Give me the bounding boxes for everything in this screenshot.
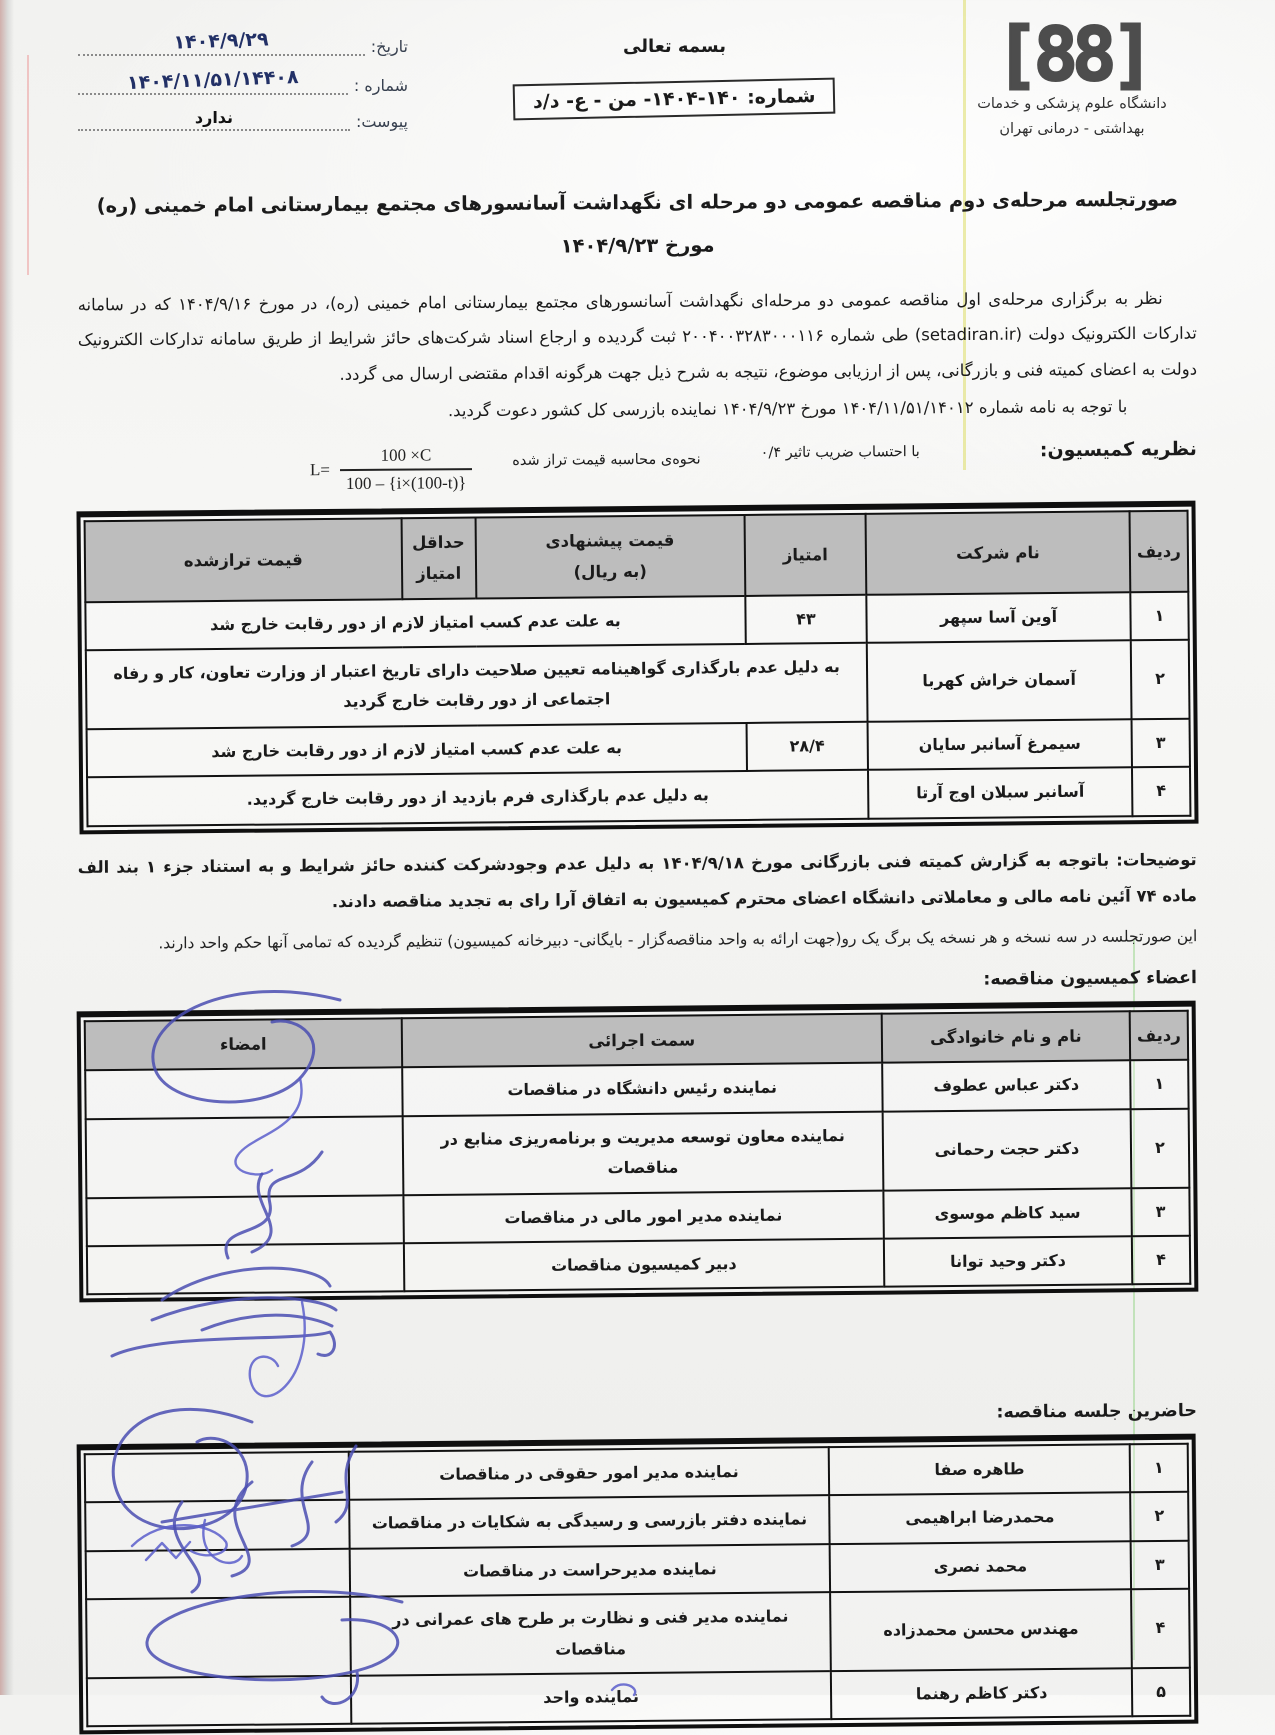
bid-row-number: ۱ [1130, 591, 1189, 640]
attachment-value: ندارد [194, 108, 234, 127]
bid-score: ۲۸/۴ [746, 721, 868, 771]
university-name [947, 92, 1197, 141]
member-row-number: ۴ [1132, 1235, 1191, 1284]
formula-numerator: 100 ×C [380, 445, 432, 465]
attendee-signature-cell [85, 1500, 349, 1551]
document-title [78, 179, 1198, 272]
formula-caption: نحوه‌ی محاسبه قیمت تراز شده [512, 451, 701, 469]
number-field [78, 66, 408, 95]
bid-company: آسمان خراش کهربا [867, 640, 1132, 721]
member-signature-cell [86, 1116, 403, 1198]
col-header-role: سمت اجرائی [401, 1014, 882, 1068]
attendee-role: نماینده واحد [351, 1671, 832, 1724]
bids-table [84, 509, 1192, 826]
attendee-row [87, 1668, 1190, 1727]
number-value-line [78, 66, 348, 95]
attendee-row-number: ۵ [1132, 1668, 1191, 1717]
col-header-row-number: ردیف [1130, 1011, 1189, 1061]
body-paragraph-2: با توجه به نامه شماره ۱۴۰۴/۱۱/۵۱/۱۴۰۱۲ مورخ ۱۴۰۴/۹/۲۳ نماینده بازرسی کل کشور دعوت گردید. [447, 397, 1128, 421]
body-text [78, 280, 1198, 431]
attendee-row [86, 1589, 1190, 1678]
formula-fraction [340, 445, 473, 494]
bid-company: آوین آسا سپهر [866, 592, 1130, 643]
attendees-table-wrapper [77, 1434, 1199, 1735]
attendee-row-number: ۱ [1130, 1444, 1189, 1493]
attendee-row-number: ۲ [1130, 1492, 1189, 1541]
university-name-line1: دانشگاه علوم پزشکی و خدمات [977, 96, 1167, 113]
col-header-price [475, 515, 745, 598]
col-header-min-score [401, 517, 476, 598]
number-handwritten-value: ۱۴۰۴/۱۱/۵۱/۱۴۴۰۸ [126, 66, 300, 94]
member-row [86, 1108, 1190, 1197]
bid-row [86, 639, 1190, 728]
bid-row-number: ۴ [1132, 767, 1191, 816]
bids-header-row [85, 510, 1189, 601]
member-signature-cell [87, 1243, 404, 1294]
document-title-line1: صورتجلسه مرحله‌ی دوم مناقصه عمومی دو مرحله ای نگهداشت آسانسورهای مجتمع بیمارستانی امام خمینی (ره) [96, 187, 1179, 218]
col-header-row-number: ردیف [1129, 510, 1188, 591]
date-value-line [78, 30, 365, 56]
formula-lhs: L= [309, 459, 330, 479]
bid-row-number: ۲ [1131, 639, 1190, 718]
member-row-number: ۱ [1130, 1060, 1189, 1109]
commission-opinion-row [78, 438, 1197, 496]
letterhead [78, 12, 1197, 144]
col-header-price-line1: قیمت پیشنهادی [545, 530, 675, 551]
bid-reason: به علت عدم کسب امتیاز لازم از دور رقابت خارج شد [85, 595, 745, 650]
coefficient-note: با احتساب ضریب تاثیر ۰/۴ [760, 443, 920, 461]
attendee-name: دکتر کاظم رهنما [831, 1668, 1132, 1719]
bid-row [87, 767, 1190, 826]
member-row [87, 1235, 1190, 1294]
attendee-row-number: ۳ [1131, 1541, 1190, 1590]
col-header-full-name: نام و نام خانوادگی [882, 1011, 1130, 1063]
member-name: دکتر عباس عطوف [882, 1061, 1130, 1112]
bid-score: ۴۳ [745, 594, 867, 644]
bid-reason: به دلیل عدم بارگذاری گواهینامه تعیین صلاحیت دارای تاریخ اعتبار از وزارت تعاون، کار و رفاه اجتماعی از دور رقابت خارج گردید [86, 643, 868, 729]
members-table [84, 1010, 1192, 1296]
attendees-section-heading: حاضرین جلسه مناقصه: [996, 1401, 1198, 1423]
members-table-wrapper [77, 1001, 1199, 1303]
attachment-field [78, 108, 408, 131]
bid-reason: به علت عدم کسب امتیاز لازم از دور رقابت خارج شد [87, 722, 747, 777]
col-header-score: امتیاز [744, 513, 866, 595]
document-title-date: مورخ ۱۴۰۴/۹/۲۳ [560, 233, 715, 258]
attendee-role: نماینده مدیرحراست در مناقصات [350, 1544, 831, 1597]
attendee-name: محمدرضا ابراهیمی [829, 1493, 1130, 1544]
bid-reason: به دلیل عدم بارگذاری فرم بازدید از دور رقابت خارج گردید. [87, 770, 869, 826]
attendees-table [84, 1443, 1192, 1728]
copies-note: این صورتجلسه در سه نسخه و هر نسخه یک برگ یک رو(جهت ارائه به واحد مناقصه‌گزار - بایگانی- دبیرخانه کمیسیون) تنظیم گردیده که تمامی آنها حکم واحد دارند. [158, 926, 1198, 953]
letterhead-fields [78, 20, 408, 144]
col-header-adjusted-price: قیمت ترازشده [85, 518, 402, 602]
attendee-name: محمد نصری [830, 1541, 1131, 1592]
formula-denominator: 100 – {i×(100-t)} [340, 468, 473, 494]
member-role: نماینده مدیر امور مالی در مناقصات [403, 1190, 884, 1243]
attendee-signature-cell [86, 1597, 351, 1678]
attendee-signature-cell [85, 1452, 349, 1503]
members-section-heading: اعضاء کمیسیون مناقصه: [983, 967, 1198, 990]
member-role: نماینده رئیس دانشگاه در مناقصات [402, 1063, 883, 1116]
member-row-number: ۳ [1131, 1187, 1190, 1236]
attendee-signature-cell [87, 1676, 351, 1727]
besmele-text: بسمه تعالی [623, 36, 726, 57]
letterhead-center [408, 20, 941, 117]
col-header-min-line1: حداقل [412, 532, 465, 552]
attendee-role: نماینده دفتر بازرسی و رسیدگی به شکایات در مناقصات [349, 1496, 830, 1549]
bid-company: آسانبر سبلان اوج آرتا [868, 767, 1132, 818]
attendee-name: طاهره صفا [829, 1444, 1130, 1495]
attendee-role: نماینده مدیر امور حقوقی در مناقصات [349, 1447, 830, 1500]
bid-company: سیمرغ آسانبر سایان [868, 719, 1132, 770]
col-header-min-line2: امتیاز [416, 563, 462, 584]
attendee-name: مهندس محسن محمدزاده [830, 1590, 1132, 1672]
attachment-label: پیوست: [355, 112, 408, 131]
member-signature-cell [85, 1067, 402, 1118]
col-header-signature: امضاء [85, 1018, 402, 1070]
bids-table-wrapper [76, 500, 1198, 833]
explanation-note: توضیحات: باتوجه به گزارش کمیته فنی بازرگانی مورخ ۱۴۰۴/۹/۱۸ به دلیل عدم وجودشرکت کننده حائز شرایط و به استناد جزء ۱ بند الف ماده ۷۴ آئین نامه مالی و معاملاتی دانشگاه اعضای محترم کمیسیون به اتفاق آرا رای به تجدید مناقصه دادند. [77, 850, 1198, 912]
member-signature-cell [86, 1195, 403, 1246]
col-header-price-line2: (به ریال) [573, 561, 647, 582]
date-field [78, 30, 408, 56]
member-name: دکتر حجت رحمانی [883, 1109, 1132, 1190]
member-role: دبیر کمیسیون مناقصات [404, 1238, 885, 1291]
attachment-value-line [78, 108, 350, 131]
body-paragraph-1: نظر به برگزاری مرحله‌ی اول مناقصه عمومی دو مرحله‌ای نگهداشت آسانسورهای مجتمع بیمارستانی امام خمینی (ره)، در مورخ ۱۴۰۴/۹/۱۶ که در سامانه تدارکات الکترونیک دولت (setadiran.ir) طی شماره ۲۰۰۴۰۰۳۲۸۳۰۰۰۱۱۶ ثبت گردیده و ارجاع اسناد شرکت‌های حائز شرایط از طریق سامانه تدارکات الکترونیک دولت به اعضای کمیته فنی و بازرگانی، پس از ارزیابی موضوع، نتیجه به شرح ذیل جهت هرگونه اقدام مقتضی ارسال می گردد. [77, 288, 1198, 384]
bid-row-number: ۳ [1131, 718, 1190, 767]
commission-opinion-heading: نظریه کمیسیون: [1039, 437, 1197, 461]
number-label: شماره : [353, 76, 408, 95]
attendee-signature-cell [86, 1549, 350, 1600]
member-name: دکتر وحید توانا [884, 1236, 1132, 1287]
price-formula [310, 443, 473, 494]
university-logo-icon: [88] [994, 12, 1150, 98]
member-row-number: ۲ [1131, 1108, 1190, 1187]
attendee-row-number: ۴ [1131, 1589, 1190, 1668]
notes-section [78, 842, 1198, 959]
member-name: سید کاظم موسوی [883, 1188, 1131, 1239]
date-label: تاریخ: [370, 37, 408, 56]
col-header-company: نام شرکت [866, 511, 1131, 594]
date-handwritten-value: ۱۴۰۴/۹/۲۹ [173, 28, 270, 54]
university-name-line2: بهداشتی - درمانی تهران [999, 120, 1145, 137]
attendee-role: نماینده مدیر فنی و نظارت بر طرح های عمرانی در مناقصات [350, 1593, 831, 1676]
member-role: نماینده معاون توسعه مدیریت و برنامه‌ریزی منابع در مناقصات [402, 1111, 883, 1194]
university-logo-block [947, 12, 1197, 142]
reference-number-box: شماره: ۱۴۰-۱۴۰۴- من - ع- د/د [513, 78, 836, 121]
